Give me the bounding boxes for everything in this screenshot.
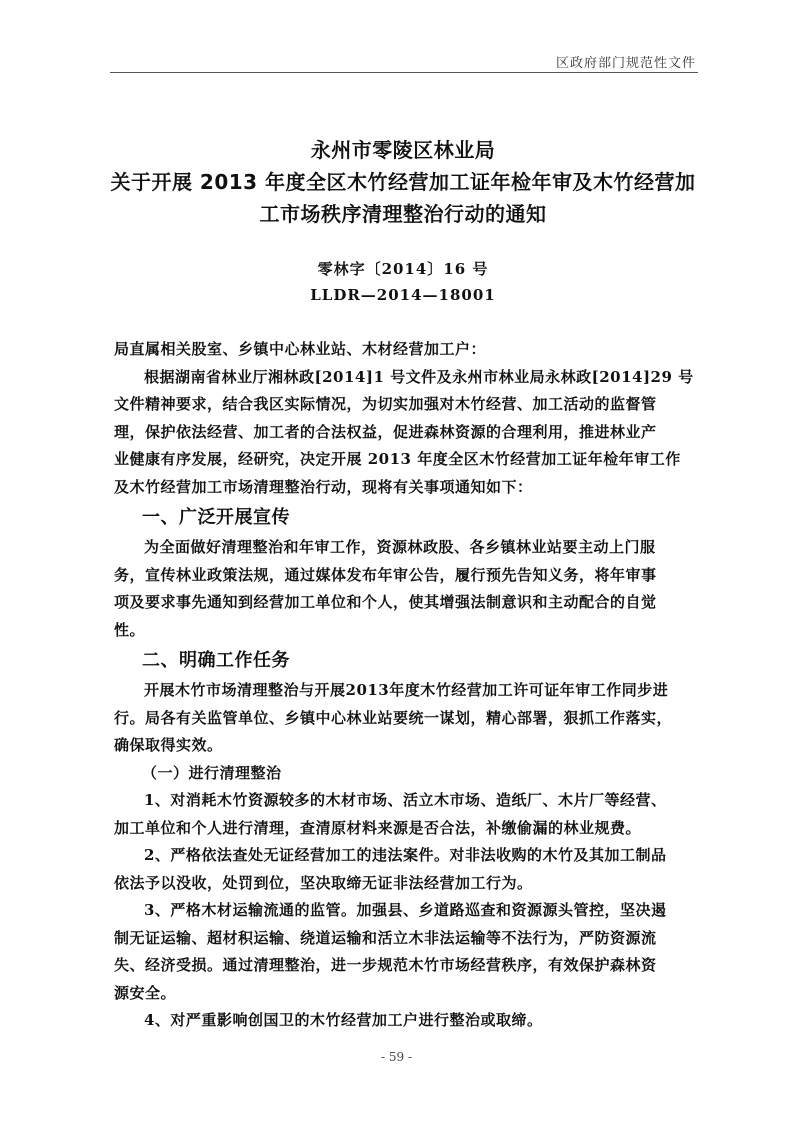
document-number: 零林字〔2014〕16 号 bbox=[317, 260, 489, 278]
list-item-3 bbox=[114, 897, 680, 1007]
paragraph-line: 性。 bbox=[114, 620, 146, 639]
header-label: 区政府部门规范性文件 bbox=[555, 56, 696, 71]
list-item-2 bbox=[114, 842, 680, 897]
paragraph-line: 及木竹经营加工市场清理整治行动，现将有关事项通知如下： bbox=[114, 477, 533, 496]
paragraph-line: 源安全。 bbox=[114, 983, 177, 1002]
subsection-heading-1: （一）进行清理整治 bbox=[142, 763, 282, 782]
paragraph-line: 制无证运输、超材积运输、绕道运输和活立木非法运输等不法行为，严防资源流 bbox=[114, 928, 657, 947]
list-item-4: 4、对严重影响创国卫的木竹经营加工户进行整治或取缔。 bbox=[144, 1011, 543, 1029]
paragraph-line: 开展木竹市场清理整治与开展2013年度木竹经营加工许可证年审工作同步进 bbox=[144, 681, 669, 699]
paragraph-line: 加工单位和个人进行清理，查清原材料来源是否合法，补缴偷漏的林业规费。 bbox=[114, 818, 642, 837]
paragraph-line: 文件精神要求，结合我区实际情况，为切实加强对木竹经营、加工活动的监督管 bbox=[114, 395, 657, 413]
paragraph-line: 确保取得实效。 bbox=[114, 736, 223, 754]
paragraph-line: 依法予以没收，处罚到位，坚决取缔无证非法经营加工行为。 bbox=[114, 873, 533, 892]
title-line-2: 关于开展 2013 年度全区木竹经营加工证年检年审及木竹经营加 bbox=[110, 170, 696, 194]
list-item-1 bbox=[114, 787, 680, 842]
paragraph-line: 失、经济受损。通过清理整治，进一步规范木竹市场经营秩序，有效保护森林资 bbox=[114, 956, 657, 974]
paragraph-line: 1、对消耗木竹资源较多的木材市场、活立木市场、造纸厂、木片厂等经营、 bbox=[144, 791, 667, 809]
page-number: - 59 - bbox=[380, 1050, 412, 1064]
section-heading-2: 二、明确工作任务 bbox=[142, 650, 290, 671]
paragraph-line: 根据湖南省林业厅湘林政[2014]1 号文件及永州市林业局永林政[2014]29 号 bbox=[144, 367, 694, 386]
title-line-3: 工市场秩序清理整治行动的通知 bbox=[259, 202, 547, 226]
paragraph-line: 业健康有序发展，经研究，决定开展 2013 年度全区木竹经营加工证年检年审工作 bbox=[114, 450, 681, 468]
paragraph-line: 行。局各有关监管单位、乡镇中心林业站要统一谋划，精心部署，狠抓工作落实， bbox=[114, 708, 673, 727]
document-title bbox=[110, 134, 696, 230]
paragraph-line: 2、严格依法查处无证经营加工的违法案件。对非法收购的木竹及其加工制品 bbox=[144, 846, 667, 864]
section-heading-1: 一、广泛开展宣传 bbox=[142, 507, 290, 528]
addressee: 局直属相关股室、乡镇中心林业站、木材经营加工户： bbox=[114, 340, 487, 358]
intro-paragraph bbox=[114, 364, 694, 502]
section-1-paragraph bbox=[114, 534, 680, 644]
paragraph-line: 理，保护依法经营、加工者的合法权益，促进森林资源的合理利用，推进林业产 bbox=[114, 422, 657, 441]
paragraph-line: 3、严格木材运输流通的监管。加强县、乡道路巡查和资源源头管控，坚决遏 bbox=[144, 901, 667, 919]
paragraph-line: 务，宣传林业政策法规，通过媒体发布年审公告，履行预先告知义务，将年审事 bbox=[114, 565, 657, 584]
title-line-1: 永州市零陵区林业局 bbox=[310, 138, 496, 162]
document-body bbox=[114, 336, 694, 1035]
paragraph-line: 为全面做好清理整治和年审工作，资源林政股、各乡镇林业站要主动上门服 bbox=[144, 538, 656, 556]
paragraph-line: 项及要求事先通知到经营加工单位和个人，使其增强法制意识和主动配合的自觉 bbox=[114, 593, 657, 611]
document-code: LLDR—2014—18001 bbox=[310, 286, 496, 304]
header-rule bbox=[110, 72, 698, 73]
section-2-paragraph bbox=[114, 677, 680, 760]
